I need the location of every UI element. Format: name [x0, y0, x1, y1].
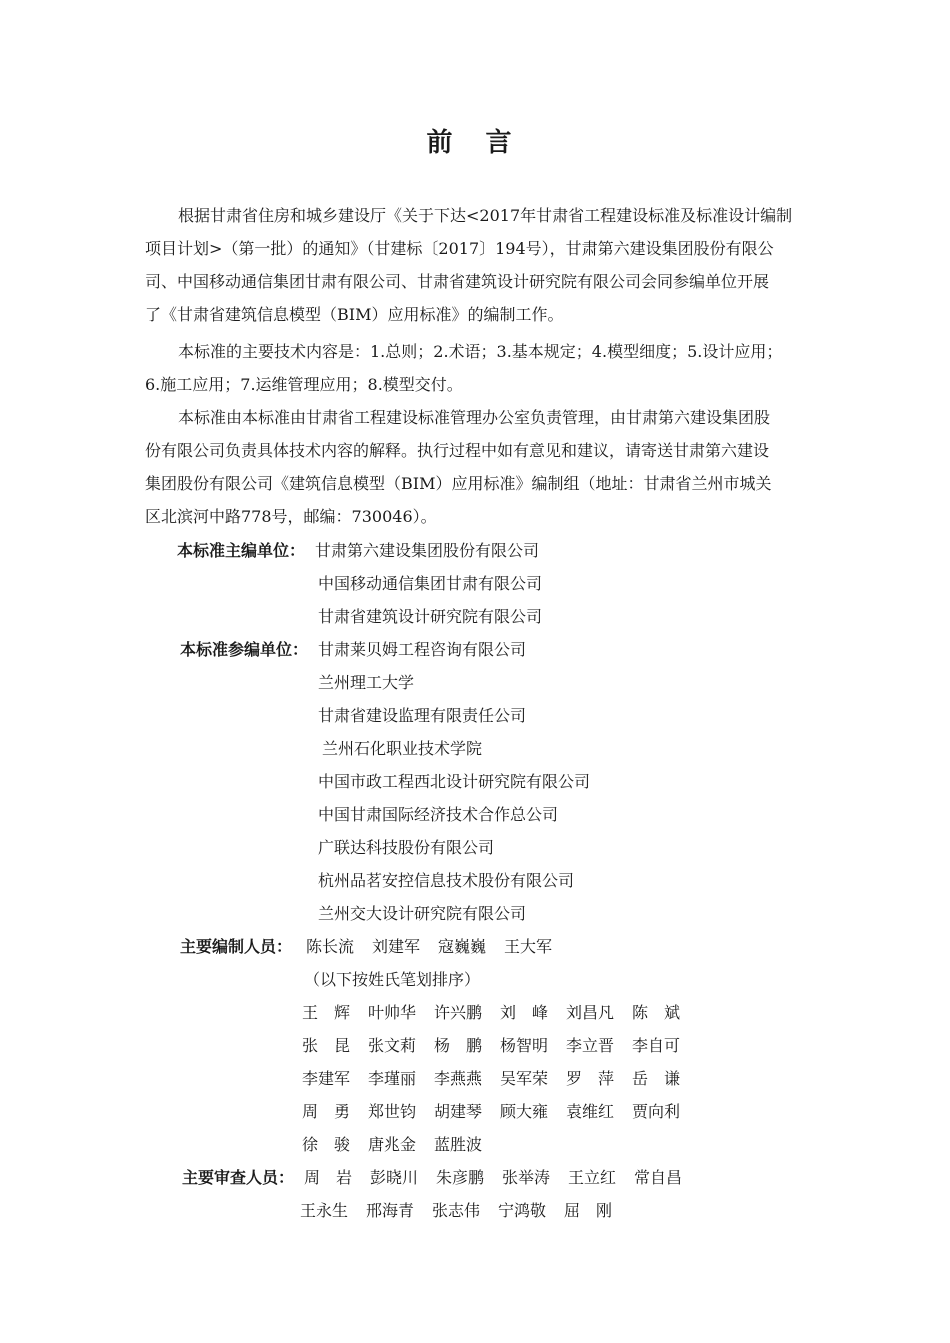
person-name: 周 岩: [304, 1168, 353, 1187]
person-name: 朱彦鹏: [436, 1168, 485, 1187]
person-name: 杨智明: [500, 1036, 549, 1055]
person-name: 贾向利: [632, 1102, 681, 1121]
paragraph-line: 本标准由本标准由甘肃省工程建设标准管理办公室负责管理，由甘肃第六建设集团股: [178, 408, 771, 427]
participating-unit: 甘肃省建设监理有限责任公司: [318, 706, 527, 725]
participating-unit: 广联达科技股份有限公司: [318, 838, 495, 857]
person-name: 周 勇: [302, 1102, 351, 1121]
person-name: 刘昌凡: [566, 1003, 615, 1022]
person-name: 胡建琴: [434, 1102, 483, 1121]
paragraph-line: 司、中国移动通信集团甘肃有限公司、甘肃省建筑设计研究院有限公司会同参编单位开展: [145, 272, 770, 291]
person-name: 常自昌: [634, 1168, 683, 1187]
person-name: 许兴鹏: [434, 1003, 483, 1022]
paragraph-line: 6.施工应用；7.运维管理应用；8.模型交付。: [145, 375, 463, 394]
drafters-row: [302, 1033, 698, 1056]
sort-note: （以下按姓氏笔划排序）: [304, 970, 481, 989]
person-name: 顾大雍: [500, 1102, 549, 1121]
reviewers-row: [304, 1165, 700, 1188]
person-name: 唐兆金: [368, 1135, 417, 1154]
reviewers-row: [300, 1198, 630, 1221]
page-title: 前 言: [426, 128, 524, 158]
person-name: 叶帅华: [368, 1003, 417, 1022]
paragraph-line: 根据甘肃省住房和城乡建设厅《关于下达<2017年甘肃省工程建设标准及标准设计编制: [178, 206, 793, 225]
drafters-row: [302, 1132, 500, 1155]
paragraph-line: 了《甘肃省建筑信息模型（BIM）应用标准》的编制工作。: [145, 305, 564, 324]
chief-unit: 甘肃省建筑设计研究院有限公司: [318, 607, 543, 626]
participating-unit: 甘肃莱贝姆工程咨询有限公司: [318, 640, 527, 659]
person-name: 彭晓川: [370, 1168, 419, 1187]
person-name: 王永生: [300, 1201, 349, 1220]
person-name: 吴军荣: [500, 1069, 549, 1088]
person-name: 李瑾丽: [368, 1069, 417, 1088]
person-name: 王大军: [504, 937, 553, 956]
drafters-row: [302, 1066, 698, 1089]
paragraph-line: 集团股份有限公司《建筑信息模型（BIM）应用标准》编制组（地址：甘肃省兰州市城关: [145, 474, 772, 493]
person-name: 陈 斌: [632, 1003, 681, 1022]
content-paragraph: [145, 335, 813, 401]
person-name: 王 辉: [302, 1003, 351, 1022]
person-name: 张 昆: [302, 1036, 351, 1055]
intro-paragraph: [145, 199, 813, 331]
participating-unit: 杭州品茗安控信息技术股份有限公司: [318, 871, 575, 890]
main-drafters-label: 主要编制人员：: [180, 937, 293, 956]
person-name: 刘建军: [372, 937, 421, 956]
person-name: 宁鸿敬: [498, 1201, 547, 1220]
person-name: 张志伟: [432, 1201, 481, 1220]
participating-units-label: 本标准参编单位：: [180, 640, 309, 659]
chief-unit: 甘肃第六建设集团股份有限公司: [315, 541, 540, 560]
management-paragraph: [145, 401, 813, 533]
participating-unit: 中国市政工程西北设计研究院有限公司: [318, 772, 591, 791]
person-name: 刘 峰: [500, 1003, 549, 1022]
person-name: 陈长流: [306, 937, 355, 956]
person-name: 蓝胜波: [434, 1135, 483, 1154]
paragraph-line: 份有限公司负责具体技术内容的解释。执行过程中如有意见和建议，请寄送甘肃第六建设: [145, 441, 770, 460]
paragraph-line: 项目计划>（第一批）的通知》（甘建标〔2017〕194号），甘肃第六建设集团股份有限公: [145, 239, 774, 258]
paragraph-line: 区北滨河中路778号，邮编：730046）。: [145, 507, 437, 526]
participating-unit: 兰州交大设计研究院有限公司: [318, 904, 527, 923]
participating-unit: 兰州石化职业技术学院: [322, 739, 483, 758]
drafters-row: [302, 1099, 698, 1122]
person-name: 李立晋: [566, 1036, 615, 1055]
person-name: 邢海青: [366, 1201, 415, 1220]
person-name: 郑世钧: [368, 1102, 417, 1121]
person-name: 李燕燕: [434, 1069, 483, 1088]
drafters-row: [302, 1000, 698, 1023]
chief-units-label: 本标准主编单位：: [177, 541, 306, 560]
person-name: 张举涛: [502, 1168, 551, 1187]
main-reviewers-label: 主要审查人员：: [182, 1168, 295, 1187]
person-name: 李自可: [632, 1036, 681, 1055]
drafters-lead-row: [306, 934, 570, 957]
person-name: 屈 刚: [564, 1201, 613, 1220]
person-name: 张文莉: [368, 1036, 417, 1055]
person-name: 罗 萍: [566, 1069, 615, 1088]
paragraph-line: 本标准的主要技术内容是：1.总则；2.术语；3.基本规定；4.模型细度；5.设计应用；: [178, 342, 783, 361]
person-name: 李建军: [302, 1069, 351, 1088]
participating-unit: 兰州理工大学: [318, 673, 415, 692]
person-name: 徐 骏: [302, 1135, 351, 1154]
person-name: 袁维红: [566, 1102, 615, 1121]
person-name: 杨 鹏: [434, 1036, 483, 1055]
participating-unit: 中国甘肃国际经济技术合作总公司: [318, 805, 559, 824]
person-name: 岳 谦: [632, 1069, 681, 1088]
chief-unit: 中国移动通信集团甘肃有限公司: [318, 574, 543, 593]
person-name: 寇巍巍: [438, 937, 487, 956]
person-name: 王立红: [568, 1168, 617, 1187]
